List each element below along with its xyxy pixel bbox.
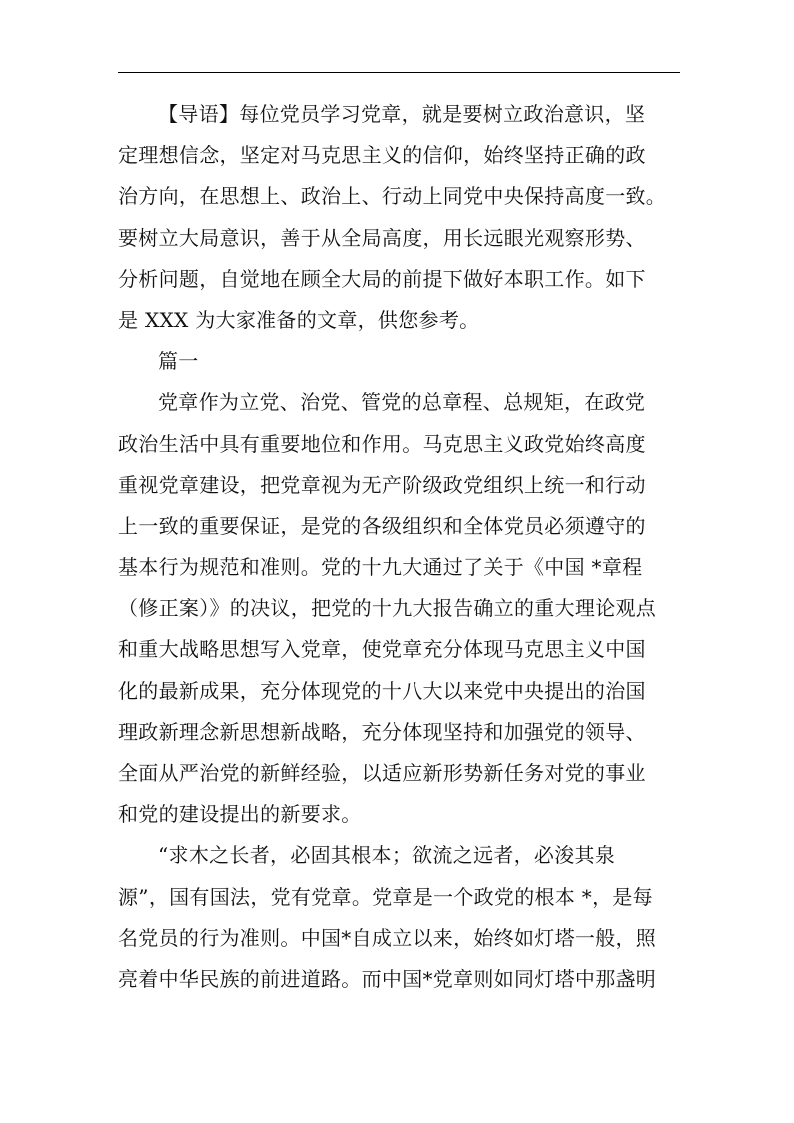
text-line: 和重大战略思想写入党章，使党章充分体现马克思主义中国 [118, 637, 646, 662]
text-line: 党章作为立党、治党、管党的总章程、总规矩，在政党 [158, 390, 646, 415]
text-line: 分析问题，自觉地在顾全大局的前提下做好本职工作。如下 [118, 266, 646, 291]
text-line: 名党员的行为准则。中国*自成立以来，始终如灯塔一般，照 [118, 925, 657, 950]
text-line: 理政新理念新思想新战略，充分体现坚持和加强党的领导、 [118, 719, 646, 744]
text-line: 亮着中华民族的前进道路。而中国*党章则如同灯塔中那盏明 [118, 966, 657, 991]
text-line: 全面从严治党的新鲜经验，以适应新形势新任务对党的事业 [118, 761, 646, 785]
text-line: 基本行为规范和准则。党的十九大通过了关于《中国 *章程 [118, 555, 643, 580]
text-line: 【导语】每位党员学习党章，就是要树立政治意识，坚 [158, 102, 646, 126]
text-line: 定理想信念，坚定对马克思主义的信仰，始终坚持正确的政 [118, 143, 646, 168]
text-line: 和党的建设提出的新要求。 [118, 802, 362, 827]
header-rule [118, 72, 680, 73]
text-line: 治方向，在思想上、政治上、行动上同党中央保持高度一致。 [118, 184, 667, 209]
text-line: 上一致的重要保证，是党的各级组织和全体党员必须遵守的 [118, 513, 646, 538]
document-body [118, 94, 683, 1000]
text-line: （修正案）》的决议，把党的十九大报告确立的重大理论观点 [118, 596, 657, 621]
text-line: 源”，国有国法，党有党章。党章是一个政党的根本 *，是每 [118, 884, 653, 909]
text-line: 篇一 [158, 349, 199, 374]
text-line: 是 XXX 为大家准备的文章，供您参考。 [118, 307, 480, 332]
text-line: 要树立大局意识，善于从全局高度，用长远眼光观察形势、 [118, 225, 646, 250]
text-line: 政治生活中具有重要地位和作用。马克思主义政党始终高度 [118, 431, 646, 456]
text-line: 重视党章建设，把党章视为无产阶级政党组织上统一和行动 [118, 472, 646, 497]
text-line: “求木之长者，必固其根本；欲流之远者，必浚其泉 [158, 843, 616, 868]
text-line: 化的最新成果，充分体现党的十八大以来党中央提出的治国 [118, 678, 646, 703]
